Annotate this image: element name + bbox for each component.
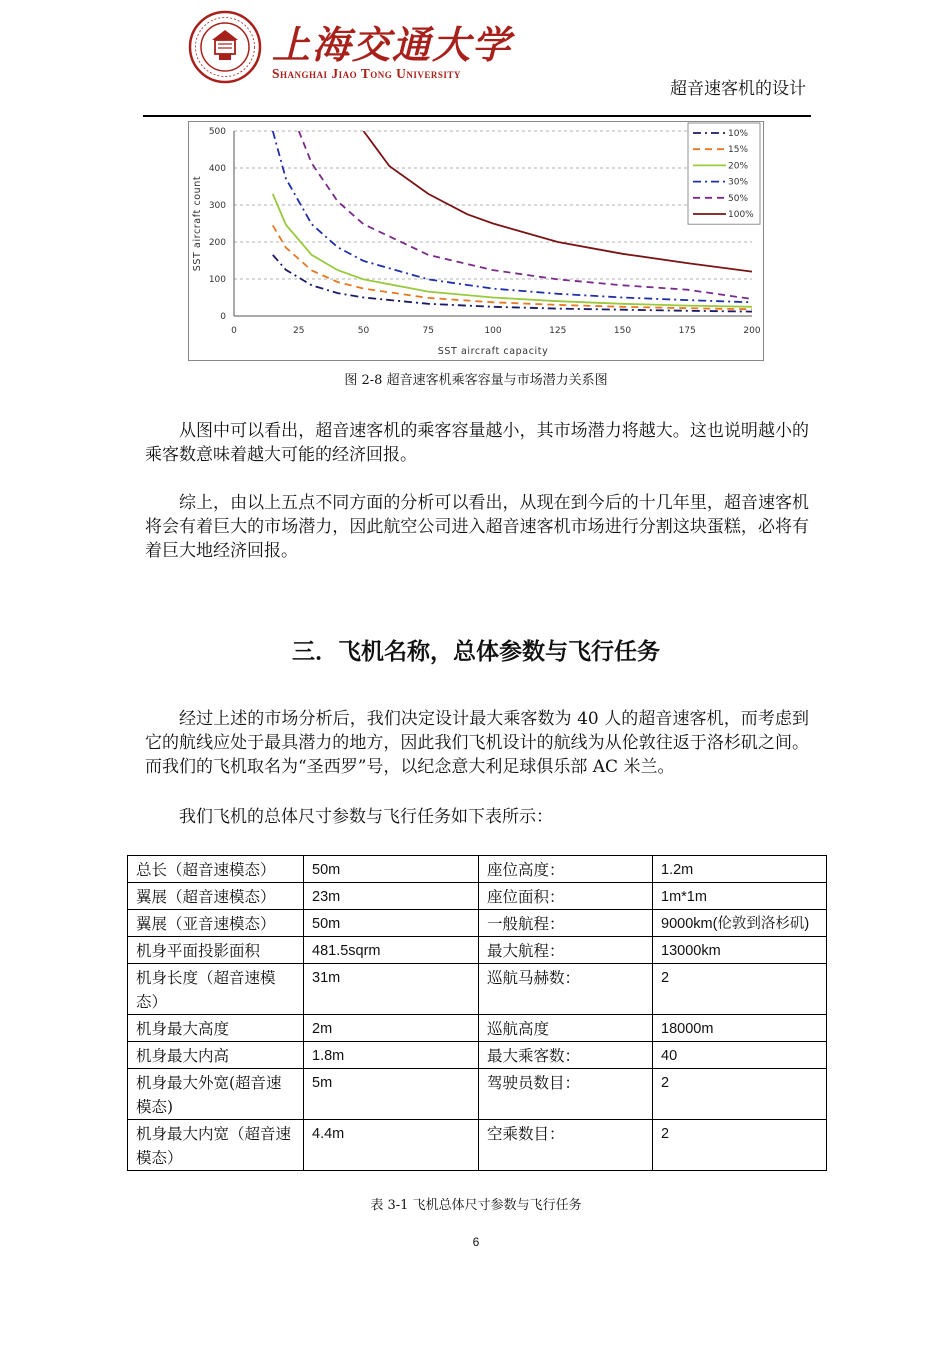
legend-label-1: 15% xyxy=(728,145,749,156)
param-label: 巡航马赫数： xyxy=(479,964,653,1015)
table-row xyxy=(128,856,827,883)
param-label: 翼展（亚音速模态） xyxy=(128,910,304,937)
param-value: 2 xyxy=(653,1120,827,1171)
table-row xyxy=(128,1069,827,1120)
param-value: 2 xyxy=(653,1069,827,1120)
paragraph-4: 我们飞机的总体尺寸参数与飞行任务如下表所示： xyxy=(179,807,553,827)
x-tick-label: 0 xyxy=(231,326,237,336)
param-value: 23m xyxy=(304,883,479,910)
legend-label-0: 10% xyxy=(728,129,749,139)
legend-label-5: 100% xyxy=(728,210,754,220)
table-row xyxy=(128,1015,827,1042)
param-value: 18000m xyxy=(653,1015,827,1042)
x-tick-label: 150 xyxy=(613,326,632,336)
university-name-en: Shanghai Jiao Tong University xyxy=(272,66,461,81)
table-caption: 表 3-1 飞机总体尺寸参数与飞行任务 xyxy=(370,1198,582,1213)
chart-frame xyxy=(189,122,764,361)
table-row xyxy=(128,1042,827,1069)
y-tick-label: 300 xyxy=(208,201,226,211)
running-title: 超音速客机的设计 xyxy=(670,79,806,99)
x-tick-label: 175 xyxy=(678,326,696,336)
param-label: 机身最大内高 xyxy=(128,1042,304,1069)
figure-caption: 图 2-8 超音速客机乘客容量与市场潜力关系图 xyxy=(344,373,608,388)
param-value: 1.8m xyxy=(304,1042,479,1069)
table-row xyxy=(128,883,827,910)
param-label: 驾驶员数目： xyxy=(479,1069,653,1120)
x-tick-label: 125 xyxy=(549,326,567,336)
param-value: 2m xyxy=(304,1015,479,1042)
param-label: 机身平面投影面积 xyxy=(128,937,304,964)
param-label: 机身最大外宽(超音速模态) xyxy=(128,1069,304,1120)
param-label: 总长（超音速模态） xyxy=(128,856,304,883)
capacity-potential-chart xyxy=(188,121,764,361)
param-label: 空乘数目： xyxy=(479,1120,653,1171)
param-label: 机身长度（超音速模态） xyxy=(128,964,304,1015)
paragraph-1: 从图中可以看出，超音速客机的乘客容量越小，其市场潜力将越大。这也说明越小的乘客数意味着越大可能的经济回报。 xyxy=(145,421,809,465)
param-label: 最大乘客数： xyxy=(479,1042,653,1069)
param-label: 一般航程： xyxy=(479,910,653,937)
param-value: 1m*1m xyxy=(653,883,827,910)
param-label: 巡航高度 xyxy=(479,1015,653,1042)
x-tick-label: 75 xyxy=(422,326,434,336)
legend-label-4: 50% xyxy=(728,193,749,204)
y-tick-label: 200 xyxy=(208,238,226,248)
y-tick-label: 400 xyxy=(208,164,226,174)
param-value: 40 xyxy=(653,1042,827,1069)
param-label: 翼展（超音速模态） xyxy=(128,883,304,910)
legend-label-2: 20% xyxy=(728,161,749,172)
param-value: 31m xyxy=(304,964,479,1015)
page-number: 6 xyxy=(472,1235,480,1249)
param-label: 座位高度： xyxy=(479,856,653,883)
y-axis-label: SST aircraft count xyxy=(192,175,203,272)
x-tick-label: 200 xyxy=(743,326,761,336)
param-value: 13000km xyxy=(653,937,827,964)
param-label: 机身最大高度 xyxy=(128,1015,304,1042)
x-tick-label: 100 xyxy=(484,326,502,336)
params-table xyxy=(127,855,827,1171)
university-name-cn: 上海交通大学 xyxy=(272,22,513,67)
y-tick-label: 100 xyxy=(208,275,226,285)
paragraph-3: 经过上述的市场分析后，我们决定设计最大乘客数为 40 人的超音速客机，而考虑到它的航线应处于最具潜力的地方，因此我们飞机设计的航线为从伦敦往返于洛杉矶之间。而我们的飞机取名为“圣西罗”号，以纪念意大利足球俱乐部 AC 米兰。 xyxy=(145,709,809,777)
param-value: 481.5sqrm xyxy=(304,937,479,964)
x-tick-label: 50 xyxy=(357,326,370,336)
param-value: 9000km(伦敦到洛杉矶) xyxy=(653,910,827,937)
table-row xyxy=(128,937,827,964)
x-tick-label: 25 xyxy=(293,326,305,336)
y-tick-label: 500 xyxy=(208,127,226,137)
header-rule xyxy=(143,115,811,117)
paragraph-2: 综上，由以上五点不同方面的分析可以看出，从现在到今后的十几年里，超音速客机将会有着巨大的市场潜力，因此航空公司进入超音速客机市场进行分割这块蛋糕，必将有着巨大地经济回报。 xyxy=(145,493,809,561)
section-title: 三．飞机名称，总体参数与飞行任务 xyxy=(292,639,660,665)
param-label: 机身最大内宽（超音速模态） xyxy=(128,1120,304,1171)
legend-label-3: 30% xyxy=(728,177,749,188)
university-seal-icon xyxy=(188,10,262,84)
y-tick-label: 0 xyxy=(220,312,226,322)
param-value: 50m xyxy=(304,856,479,883)
param-value: 4.4m xyxy=(304,1120,479,1171)
x-axis-label: SST aircraft capacity xyxy=(437,346,549,357)
table-row xyxy=(128,1120,827,1171)
param-value: 50m xyxy=(304,910,479,937)
param-value: 5m xyxy=(304,1069,479,1120)
param-label: 最大航程： xyxy=(479,937,653,964)
param-value: 2 xyxy=(653,964,827,1015)
table-row xyxy=(128,964,827,1015)
param-value: 1.2m xyxy=(653,856,827,883)
table-row xyxy=(128,910,827,937)
param-label: 座位面积： xyxy=(479,883,653,910)
